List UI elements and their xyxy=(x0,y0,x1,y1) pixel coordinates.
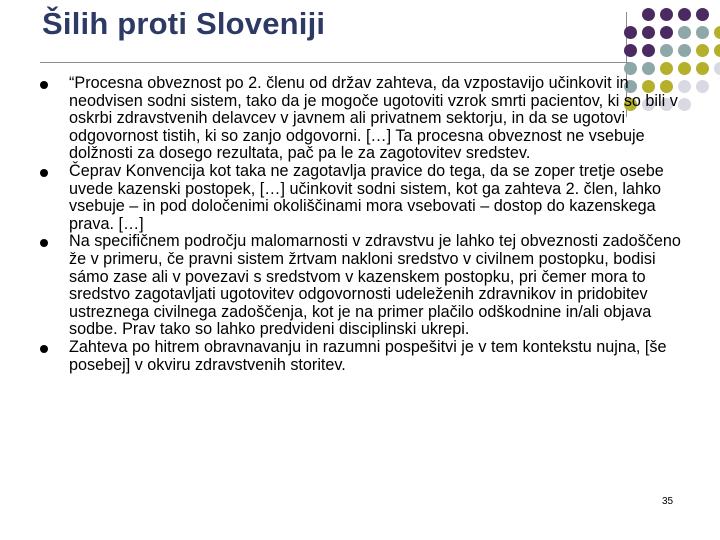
decorative-dot xyxy=(678,26,691,39)
decorative-dot xyxy=(678,62,691,75)
decorative-dot xyxy=(696,62,709,75)
bullet-icon xyxy=(40,345,48,353)
horizontal-divider xyxy=(40,62,630,63)
list-item xyxy=(40,233,690,339)
decorative-dot xyxy=(714,44,720,57)
decorative-dot xyxy=(660,44,673,57)
decorative-dot xyxy=(714,62,720,75)
decorative-dot xyxy=(678,44,691,57)
decorative-dot xyxy=(660,26,673,39)
list-item xyxy=(40,339,690,374)
decorative-dot xyxy=(696,80,709,93)
bullet-text: Čeprav Konvencija kot taka ne zagotavlja pravice do tega, da se zoper tretje osebe uvede kazenski postopek, […] učinkovit sodni sistem, kot ga zahteva 2. člen, lahko vsebuje – in pod določenimi okoliščinami mora vsebovati – dostop do kazenskega prava. […] xyxy=(69,161,664,233)
decorative-dot xyxy=(642,62,655,75)
bullet-icon xyxy=(40,81,48,89)
decorative-dot xyxy=(642,44,655,57)
bullet-icon xyxy=(40,239,48,247)
decorative-dot xyxy=(696,26,709,39)
decorative-dot xyxy=(642,8,655,21)
list-item xyxy=(40,75,690,163)
decorative-dot xyxy=(642,26,655,39)
bullet-text: Zahteva po hitrem obravnavanju in razumni pospešitvi je v tem kontekstu nujna, [še posebej] v okviru zdravstvenih storitev. xyxy=(69,337,667,374)
decorative-dot xyxy=(714,26,720,39)
decorative-dot xyxy=(696,8,709,21)
decorative-dot xyxy=(660,62,673,75)
decorative-dot xyxy=(696,44,709,57)
decorative-dot xyxy=(660,8,673,21)
decorative-dot xyxy=(624,26,637,39)
decorative-dot xyxy=(624,44,637,57)
bullet-text: “Procesna obveznost po 2. členu od držav zahteva, da vzpostavijo učinkovit in neodvisen sodni sistem, tako da je mogoče ugotoviti vzrok smrti pacientov, ki so bili v oskrbi zdravstvenih delavcev v javnem ali privatnem sektorju, in da se ugotovi odgovornost tistih, ki so zanjo odgovorni. […] Ta procesna obveznost ne vsebuje dolžnosti za dosego rezultata, pač pa le za zagotovitev sredstev. xyxy=(69,74,678,163)
list-item xyxy=(40,163,690,233)
decorative-dot xyxy=(678,8,691,21)
bullet-text: Na specifičnem področju malomarnosti v zdravstvu je lahko tej obveznosti zadoščeno že v primeru, če pravni sistem žrtvam nakloni sredstvo v civilnem postopku, bodisi sámo zase ali v povezavi s sredstvom v kazenskem postopku, pri čemer mora to sredstvo zagotavljati ugotovitev odgovornosti udeleženih zdravnikov in pridobitev ustreznega civilnega zadoščenja, kot je na primer plačilo odškodnine in/ali objava sodbe. Prav tako so lahko predvideni disciplinski ukrepi. xyxy=(69,232,681,339)
bullet-icon xyxy=(40,169,48,177)
bullet-list xyxy=(40,75,690,374)
page-number: 35 xyxy=(662,496,674,507)
slide-title: Šilih proti Sloveniji xyxy=(42,6,326,41)
